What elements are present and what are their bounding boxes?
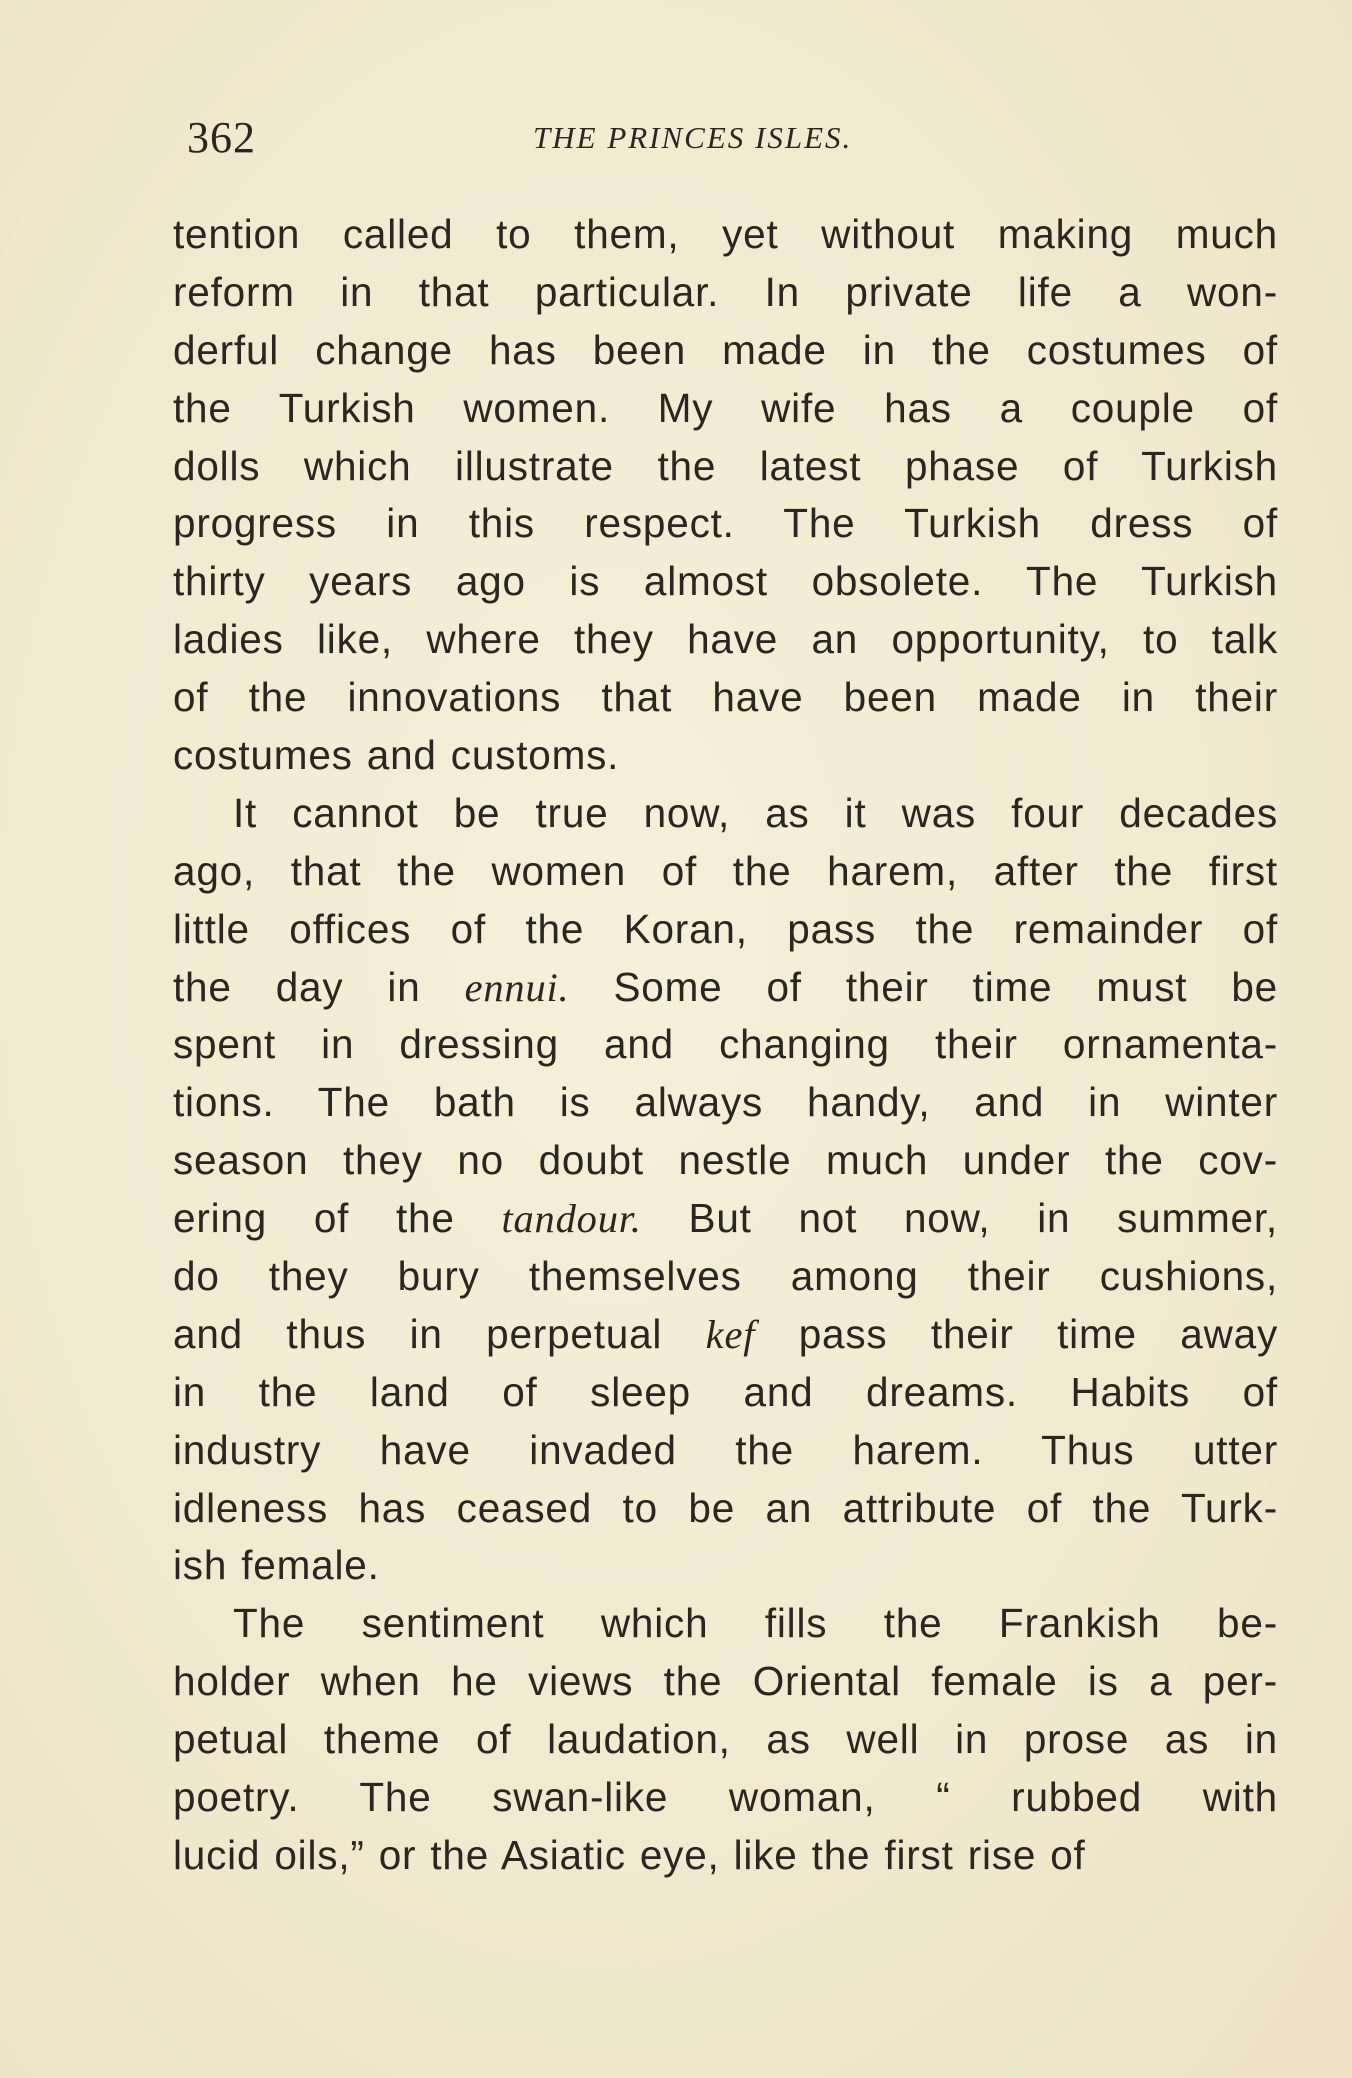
paragraph xyxy=(173,206,1278,785)
text-line: in the land of sleep and dreams. Habits of xyxy=(173,1368,1278,1415)
page-number: 362 xyxy=(187,113,256,162)
text-line: little offices of the Koran, pass the remainder of xyxy=(173,905,1278,952)
text-line: petual theme of laudation, as well in prose as in xyxy=(173,1716,1278,1763)
paragraph xyxy=(173,785,1278,1595)
text-line: idleness has ceased to be an attribute of the Turk- xyxy=(173,1484,1278,1531)
text-line: the Turkish women. My wife has a couple of xyxy=(173,384,1278,431)
text-line: tention called to them, yet without making much xyxy=(173,211,1278,257)
text-line: of the innovations that have been made in their xyxy=(173,674,1278,721)
text-line: progress in this respect. The Turkish dress of xyxy=(173,500,1278,547)
running-title: THE PRINCES ISLES. xyxy=(533,120,853,155)
text-line: holder when he views the Oriental female is a per- xyxy=(173,1658,1278,1705)
text-line: costumes and customs. xyxy=(173,732,620,779)
text-line: season they no doubt nestle much under the cov- xyxy=(173,1137,1278,1184)
text-line: do they bury themselves among their cushions, xyxy=(173,1253,1278,1300)
body-text xyxy=(173,206,1278,1885)
text-line: reform in that particular. In private life a won- xyxy=(173,268,1278,315)
page-header xyxy=(173,112,1278,162)
text-line: The sentiment which fills the Frankish be- xyxy=(233,1600,1278,1647)
text-line: ish female. xyxy=(173,1542,380,1589)
text-line xyxy=(173,1306,1278,1364)
text-line: It cannot be true now, as it was four decades xyxy=(233,789,1278,836)
text-line: derful change has been made in the costumes of xyxy=(173,326,1278,373)
italic-word: tandour. xyxy=(501,1196,642,1242)
text-segment: ering of the xyxy=(173,1195,502,1242)
text-line: thirty years ago is almost obsolete. The Turkish xyxy=(173,558,1278,605)
text-line: industry have invaded the harem. Thus utter xyxy=(173,1426,1278,1473)
text-line: poetry. The swan-like woman, “ rubbed with xyxy=(173,1774,1278,1821)
italic-word: ennui. xyxy=(464,964,570,1010)
text-line: ladies like, where they have an opportunity, to talk xyxy=(173,616,1278,663)
text-segment: and thus in perpetual xyxy=(173,1310,706,1357)
text-line: spent in dressing and changing their ornamenta- xyxy=(173,1021,1278,1068)
text-segment: pass their time away xyxy=(755,1310,1278,1357)
text-segment: the day in xyxy=(173,963,465,1010)
text-line: ago, that the women of the harem, after the first xyxy=(173,847,1278,894)
text-line: dolls which illustrate the latest phase of Turkish xyxy=(173,442,1278,489)
text-line: tions. The bath is always handy, and in winter xyxy=(173,1079,1278,1126)
text-segment: But not now, in summer, xyxy=(641,1195,1278,1242)
text-line xyxy=(173,959,1278,1017)
text-line xyxy=(173,1190,1278,1248)
text-line: lucid oils,” or the Asiatic eye, like the first rise of xyxy=(173,1831,1086,1878)
paragraph xyxy=(173,1595,1278,1884)
italic-word: kef xyxy=(705,1311,756,1357)
text-segment: Some of their time must be xyxy=(569,963,1278,1010)
